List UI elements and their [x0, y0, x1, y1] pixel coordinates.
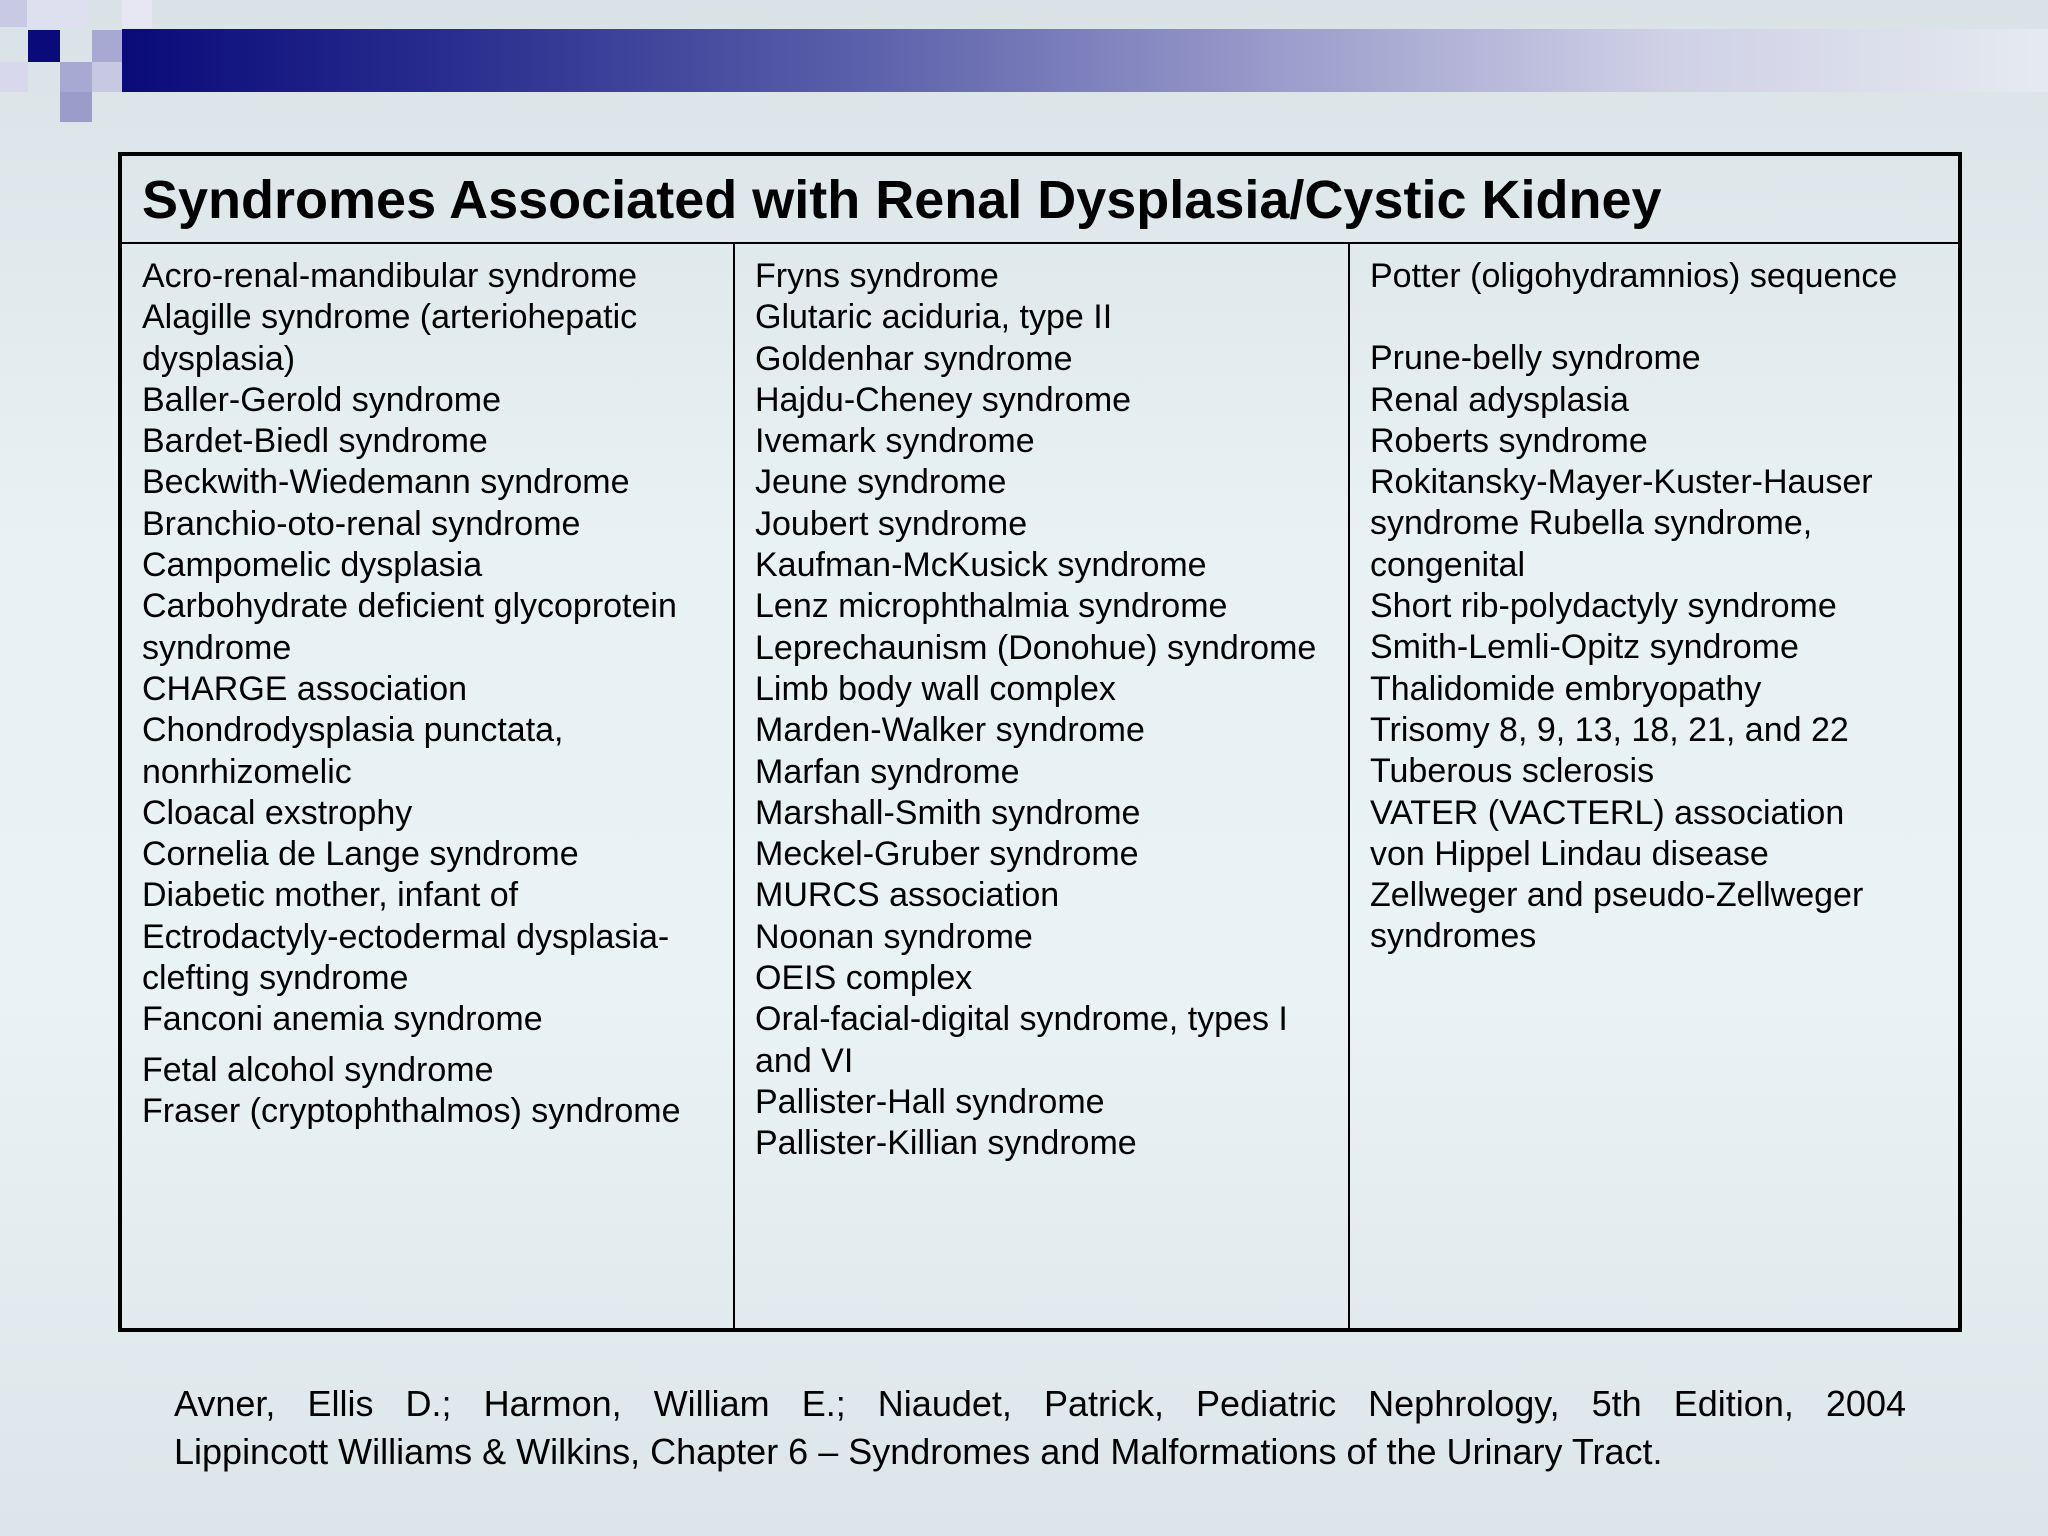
list-item: Goldenhar syndrome: [755, 339, 1073, 378]
list-item: Fetal alcohol syndrome: [142, 1050, 494, 1089]
list-item: Noonan syndrome: [755, 917, 1033, 956]
list-item: Acro-renal-mandibular syndrome: [142, 257, 638, 295]
citation: [174, 1380, 1906, 1476]
header-gradient-bar: [122, 29, 2048, 92]
list-item: Potter (oligohydramnios) sequence: [1370, 257, 1898, 295]
list-item: Renal adysplasia: [1370, 380, 1629, 419]
list-item: Smith-Lemli-Opitz syndrome: [1370, 628, 1799, 667]
list-item: Alagille syndrome (arteriohepatic dysplasia): [142, 298, 638, 378]
decorative-square: [92, 62, 122, 92]
list-item: Baller-Gerold syndrome: [142, 380, 502, 419]
list-item: Thalidomide embryopathy: [1370, 669, 1762, 708]
list-item: Hajdu-Cheney syndrome: [755, 380, 1132, 419]
citation-line: Lippincott Williams & Wilkins, Chapter 6 – Syndromes and Malformations of the Urinary Tract.: [174, 1431, 1663, 1472]
decorative-square: [0, 62, 28, 92]
citation-line: Avner, Ellis D.; Harmon, William E.; Niaudet, Patrick, Pediatric Nephrology, 5th Edition, 2004: [174, 1383, 1906, 1424]
decorative-square: [60, 92, 92, 122]
list-item: Trisomy 8, 9, 13, 18, 21, and 22: [1370, 710, 1849, 749]
list-item: Pallister-Hall syndrome: [755, 1082, 1105, 1121]
list-item: Bardet-Biedl syndrome: [142, 422, 488, 461]
list-item: Ivemark syndrome: [755, 422, 1035, 461]
list-item: Prune-belly syndrome: [1370, 339, 1701, 378]
decorative-square: [0, 0, 27, 27]
list-item: Jeune syndrome: [755, 463, 1007, 502]
list-item: Tuberous sclerosis: [1370, 752, 1655, 791]
table-title: Syndromes Associated with Renal Dysplasia/Cystic Kidney: [122, 156, 1958, 244]
list-item: Joubert syndrome: [755, 504, 1028, 543]
list-item: MURCS association: [755, 876, 1060, 915]
list-item: Short rib-polydactyly syndrome: [1370, 587, 1837, 626]
list-item: Zellweger and pseudo-Zellweger syndromes: [1370, 876, 1864, 956]
list-item: Oral-facial-digital syndrome, types I and VI: [755, 1000, 1288, 1080]
decorative-square: [122, 0, 152, 28]
list-item: Campomelic dysplasia: [142, 546, 483, 585]
list-item: Fraser (cryptophthalmos) syndrome: [142, 1091, 681, 1130]
list-item: Meckel-Gruber syndrome: [755, 835, 1139, 874]
list-item: Leprechaunism (Donohue) syndrome: [755, 628, 1317, 667]
list-item: Lenz microphthalmia syndrome: [755, 587, 1228, 626]
list-item: Cornelia de Lange syndrome: [142, 835, 579, 874]
decorative-square: [92, 30, 122, 62]
table-column-2: [735, 244, 1350, 1328]
decorative-square: [28, 30, 60, 62]
table-column-3: [1350, 244, 1958, 1328]
list-item: Beckwith-Wiedemann syndrome: [142, 463, 630, 502]
list-item: VATER (VACTERL) association: [1370, 793, 1845, 832]
list-item: Marden-Walker syndrome: [755, 711, 1145, 750]
list-item: CHARGE association: [142, 669, 468, 708]
syndrome-table: [118, 152, 1962, 1332]
list-item: Pallister-Killian syndrome: [755, 1124, 1137, 1163]
list-item: Glutaric aciduria, type II: [755, 298, 1113, 337]
decorative-square: [27, 0, 87, 27]
list-item: Branchio-oto-renal syndrome: [142, 504, 581, 543]
list-item: Fanconi anemia syndrome: [142, 1000, 543, 1039]
list-item: Roberts syndrome: [1370, 421, 1648, 460]
list-item: Kaufman-McKusick syndrome: [755, 546, 1207, 585]
list-item: Cloacal exstrophy: [142, 793, 413, 832]
decorative-square: [60, 62, 92, 92]
list-item: Fryns syndrome: [755, 257, 999, 295]
list-item: Limb body wall complex: [755, 669, 1116, 708]
table-column-1: [122, 244, 735, 1328]
list-item: Carbohydrate deficient glycoprotein syndrome: [142, 587, 677, 667]
list-item: Marfan syndrome: [755, 752, 1020, 791]
list-item: Diabetic mother, infant of: [142, 876, 519, 915]
list-item: OEIS complex: [755, 959, 973, 998]
list-item: Marshall-Smith syndrome: [755, 793, 1141, 832]
list-item: Rokitansky-Mayer-Kuster-Hauser syndrome Rubella syndrome, congenital: [1370, 463, 1873, 584]
list-item: Chondrodysplasia punctata, nonrhizomelic: [142, 711, 564, 791]
list-item: Ectrodactyly-ectodermal dysplasia-clefting syndrome: [142, 917, 670, 998]
list-item: von Hippel Lindau disease: [1370, 834, 1769, 873]
